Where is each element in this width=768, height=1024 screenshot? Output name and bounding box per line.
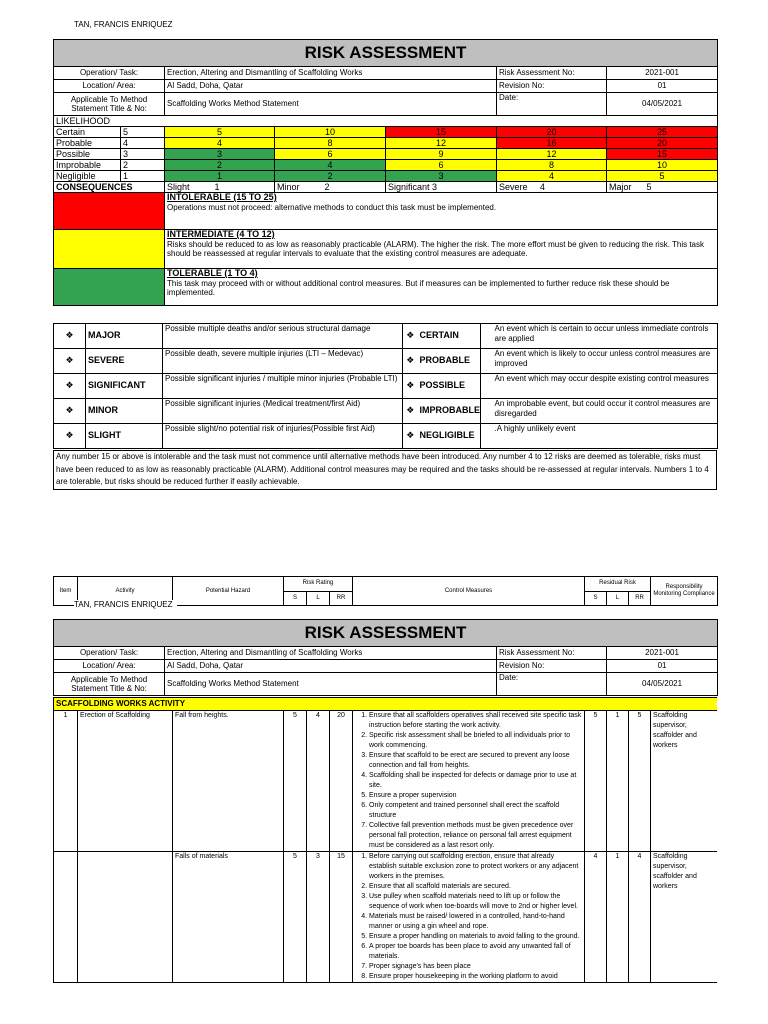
responsibility: Scaffolding supervisor, scaffolder and workers xyxy=(651,711,718,852)
method-label: Applicable To Method Statement Title & No: xyxy=(54,673,165,696)
location-value: Al Sadd, Doha, Qatar xyxy=(165,660,497,673)
consequences-label: CONSEQUENCES xyxy=(54,182,165,193)
matrix-cell: 20 xyxy=(607,138,718,149)
page-title: RISK ASSESSMENT xyxy=(54,40,718,67)
legend-text: TOLERABLE (1 TO 4) This task may proceed with or without additional control measures. But if measures can be implemented to further reduce risk these should be implemented. xyxy=(165,269,718,306)
control-measure: 6. Only competent and trained personnel shall erect the scaffold structure xyxy=(369,801,582,821)
spacer xyxy=(481,374,493,399)
matrix-row xyxy=(54,149,718,160)
residual-severity: 5 xyxy=(585,711,607,852)
severity: 5 xyxy=(284,711,307,852)
matrix-cell: 15 xyxy=(386,127,497,138)
matrix-cell: 8 xyxy=(497,160,607,171)
fragment-s: S xyxy=(585,591,607,606)
risk-matrix xyxy=(54,127,718,182)
matrix-cell: 2 xyxy=(275,171,386,182)
likelihood-name: Negligible xyxy=(54,171,121,182)
method-label: Applicable To Method Statement Title & No: xyxy=(54,93,165,116)
responsibility: Scaffolding supervisor, scaffolder and workers xyxy=(651,852,718,983)
consequence-cell: Major 5 xyxy=(607,182,718,193)
likelihood-num: 5 xyxy=(121,127,165,138)
control-measure: 3. Use pulley when scaffold materials need to lift up or follow the sequence of work when toe-boards will move to 2nd or higher level. xyxy=(369,892,582,912)
consequence-cell: Significant 3 xyxy=(386,182,497,193)
definition-row xyxy=(54,424,718,449)
item-number: 1 xyxy=(54,711,78,852)
control-measures xyxy=(353,711,585,852)
diamond-bullet-icon: ❖ xyxy=(54,399,86,424)
control-measure: 8. Ensure proper housekeeping in the working platform to avoid xyxy=(369,972,582,982)
severity: 5 xyxy=(284,852,307,983)
likelihood-term: PROBABLE xyxy=(418,349,481,374)
spacer xyxy=(481,349,493,374)
fragment-hazard: Potential Hazard xyxy=(173,577,284,606)
revision-value: 01 xyxy=(607,80,718,93)
likelihood-definition: An improbable event, but could occur it control measures are disregarded xyxy=(493,399,718,424)
location-label: Location/ Area: xyxy=(54,80,165,93)
diamond-bullet-icon: ❖ xyxy=(403,424,418,449)
legend-swatch-red xyxy=(54,193,165,230)
control-measure: 5. Ensure a proper supervision xyxy=(369,791,582,801)
page-title: RISK ASSESSMENT xyxy=(54,620,718,647)
likelihood-definition: An event which may occur despite existing control measures xyxy=(493,374,718,399)
likelihood-num: 4 xyxy=(121,138,165,149)
control-measure: 7. Collective fall prevention methods must be given precedence over personal fall protection, reliance on personal fall arrest equipment must be considered as a last resort only. xyxy=(369,821,582,851)
method-value: Scaffolding Works Method Statement xyxy=(165,93,497,116)
operation-label: Operation/ Task: xyxy=(54,647,165,660)
author-name: TAN, FRANCIS ENRIQUEZ xyxy=(74,600,177,609)
control-measure: 4. Scaffolding shall be inspected for defects or damage prior to use at site. xyxy=(369,771,582,791)
control-measure: 1. Ensure that all scaffolders operatives shall received site specific task instruction before starting the work activity. xyxy=(369,711,582,731)
consequence-cell: Minor 2 xyxy=(275,182,386,193)
ra-no-value: 2021-001 xyxy=(607,647,718,660)
likelihood-num: 3 xyxy=(121,149,165,160)
residual-likelihood: 1 xyxy=(607,852,629,983)
ra-no-label: Risk Assessment No: xyxy=(497,67,607,80)
matrix-cell: 9 xyxy=(386,149,497,160)
diamond-bullet-icon: ❖ xyxy=(403,349,418,374)
residual-likelihood: 1 xyxy=(607,711,629,852)
date-value: 04/05/2021 xyxy=(607,673,718,696)
control-measures xyxy=(353,852,585,983)
date-label: Date: xyxy=(497,673,607,696)
location-value: Al Sadd, Doha, Qatar xyxy=(165,80,497,93)
operation-label: Operation/ Task: xyxy=(54,67,165,80)
severity-definition: Possible slight/no potential risk of injuries(Possible first Aid) xyxy=(163,424,403,449)
likelihood: 4 xyxy=(307,711,330,852)
control-measure: 4. Materials must be raised/ lowered in a controlled, hand-to-hand manner or using a gin wheel and rope. xyxy=(369,912,582,932)
residual-rating: 4 xyxy=(629,852,651,983)
likelihood: 3 xyxy=(307,852,330,983)
legend-swatch-yellow xyxy=(54,230,165,269)
fragment-risk-rating: Risk Rating xyxy=(284,577,353,592)
diamond-bullet-icon: ❖ xyxy=(403,374,418,399)
legend-intolerable xyxy=(54,193,718,230)
control-measure: 1. Before carrying out scaffolding erection, ensure that already establish suitable exclusion zone to protect workers or any adjacent workers in the premises. xyxy=(369,852,582,882)
matrix-row xyxy=(54,160,718,171)
legend-intermediate xyxy=(54,230,718,269)
control-measure: 3. Ensure that scaffold to be erect are secured to prevent any loose connection and fall from heights. xyxy=(369,751,582,771)
activity-name xyxy=(78,852,173,983)
date-value: 04/05/2021 xyxy=(607,93,718,116)
severity-term: SLIGHT xyxy=(86,424,163,449)
activity-row xyxy=(54,852,718,983)
matrix-cell: 2 xyxy=(165,160,275,171)
revision-label: Revision No: xyxy=(497,80,607,93)
hazard: Falls of materials xyxy=(173,852,284,983)
severity-definition: Possible significant injuries / multiple minor injuries (Probable LTI) xyxy=(163,374,403,399)
matrix-cell: 3 xyxy=(386,171,497,182)
ra-no-label: Risk Assessment No: xyxy=(497,647,607,660)
revision-value: 01 xyxy=(607,660,718,673)
severity-definition: Possible death, severe multiple injuries (LTI – Medevac) xyxy=(163,349,403,374)
legend-text: INTERMEDIATE (4 TO 12) Risks should be reduced to as low as reasonably practicable (ALARM). The higher the risk. The more effort must be given to reducing the risk. This task should be reassessed at regular intervals to evaluate that the existing control measures are adequate. xyxy=(165,230,718,269)
operation-value: Erection, Altering and Dismantling of Scaffolding Works xyxy=(165,647,497,660)
matrix-cell: 10 xyxy=(275,127,386,138)
diamond-bullet-icon: ❖ xyxy=(54,374,86,399)
severity-term: MAJOR xyxy=(86,324,163,349)
diamond-bullet-icon: ❖ xyxy=(54,324,86,349)
date-label: Date: xyxy=(497,93,607,116)
hazard: Fall from heights. xyxy=(173,711,284,852)
fragment-rr: RR xyxy=(330,591,353,606)
matrix-cell: 5 xyxy=(165,127,275,138)
control-measure: 6. A proper toe boards has been place to avoid any unwanted fall of materials. xyxy=(369,942,582,962)
fragment-item: Item xyxy=(54,577,78,606)
risk-note: Any number 15 or above is intolerable and the task must not commence until alternative methods have been introduced. Any number 4 to 12 risks are deemed as tolerable, risks must have been reduced to as low as reasonably practicable (ALARM). Additional control measures may be required and the tasks should be re-assessed at regular intervals. Numbers 1 to 4 are tolerable, but risks should be reduced further if easily achievable. xyxy=(54,451,717,490)
control-measure: 7. Proper signage's has been place xyxy=(369,962,582,972)
risk-rating: 15 xyxy=(330,852,353,983)
location-label: Location/ Area: xyxy=(54,660,165,673)
risk-assessment-table-2 xyxy=(53,619,718,696)
matrix-cell: 1 xyxy=(165,171,275,182)
fragment-l: L xyxy=(307,591,330,606)
matrix-cell: 10 xyxy=(607,160,718,171)
likelihood-term: NEGLIGIBLE xyxy=(418,424,481,449)
matrix-cell: 4 xyxy=(497,171,607,182)
likelihood-term: IMPROBABLE xyxy=(418,399,481,424)
matrix-cell: 3 xyxy=(165,149,275,160)
matrix-cell: 20 xyxy=(497,127,607,138)
matrix-cell: 12 xyxy=(386,138,497,149)
consequence-cell: Severe 4 xyxy=(497,182,607,193)
definition-row xyxy=(54,349,718,374)
matrix-cell: 12 xyxy=(497,149,607,160)
consequence-cell: Slight 1 xyxy=(165,182,275,193)
diamond-bullet-icon: ❖ xyxy=(403,324,418,349)
matrix-row xyxy=(54,138,718,149)
legend-swatch-green xyxy=(54,269,165,306)
likelihood-num: 1 xyxy=(121,171,165,182)
fragment-residual: Residual Risk xyxy=(585,577,651,592)
method-value: Scaffolding Works Method Statement xyxy=(165,673,497,696)
activity-clip xyxy=(53,697,717,1024)
residual-rating: 5 xyxy=(629,711,651,852)
likelihood-definition: An event which is likely to occur unless control measures are improved xyxy=(493,349,718,374)
matrix-cell: 6 xyxy=(275,149,386,160)
matrix-cell: 16 xyxy=(497,138,607,149)
severity-term: SIGNIFICANT xyxy=(86,374,163,399)
diamond-bullet-icon: ❖ xyxy=(54,424,86,449)
spacer xyxy=(481,324,493,349)
risk-rating: 20 xyxy=(330,711,353,852)
likelihood-num: 2 xyxy=(121,160,165,171)
matrix-cell: 5 xyxy=(607,171,718,182)
matrix-row xyxy=(54,127,718,138)
fragment-control: Control Measures xyxy=(353,577,585,606)
activity-name: Erection of Scaffolding xyxy=(78,711,173,852)
consequences-row xyxy=(54,182,718,193)
legend-tolerable xyxy=(54,269,718,306)
matrix-cell: 8 xyxy=(275,138,386,149)
matrix-cell: 4 xyxy=(275,160,386,171)
matrix-cell: 15 xyxy=(607,149,718,160)
likelihood-name: Possible xyxy=(54,149,121,160)
definition-row xyxy=(54,324,718,349)
fragment-rr: RR xyxy=(629,591,651,606)
diamond-bullet-icon: ❖ xyxy=(403,399,418,424)
likelihood-name: Improbable xyxy=(54,160,121,171)
likelihood-term: CERTAIN xyxy=(418,324,481,349)
diamond-bullet-icon: ❖ xyxy=(54,349,86,374)
severity-term: SEVERE xyxy=(86,349,163,374)
likelihood-name: Certain xyxy=(54,127,121,138)
likelihood-name: Probable xyxy=(54,138,121,149)
likelihood-definition: An event which is certain to occur unless immediate controls are applied xyxy=(493,324,718,349)
control-measure: 5. Ensure a proper handling on materials to avoid falling to the ground. xyxy=(369,932,582,942)
operation-value: Erection, Altering and Dismantling of Scaffolding Works xyxy=(165,67,497,80)
control-measure: 2. Ensure that all scaffold materials are secured. xyxy=(369,882,582,892)
author-name: TAN, FRANCIS ENRIQUEZ xyxy=(74,20,173,29)
control-measure: 2. Specific risk assessment shall be briefed to all individuals prior to work commencing. xyxy=(369,731,582,751)
definitions-table xyxy=(53,323,718,449)
likelihood-label: LIKELIHOOD xyxy=(54,116,718,127)
note-table xyxy=(53,450,717,490)
item-number xyxy=(54,852,78,983)
residual-severity: 4 xyxy=(585,852,607,983)
severity-definition: Possible multiple deaths and/or serious structural damage xyxy=(163,324,403,349)
risk-assessment-table xyxy=(53,39,718,306)
spacer xyxy=(481,399,493,424)
activity-row xyxy=(54,711,718,852)
section-title: SCAFFOLDING WORKS ACTIVITY xyxy=(54,698,718,711)
likelihood-term: POSSIBLE xyxy=(418,374,481,399)
fragment-s: S xyxy=(284,591,307,606)
definition-row xyxy=(54,399,718,424)
legend-text: INTOLERABLE (15 TO 25) Operations must not proceed: alternative methods to conduct this task must be implemented. xyxy=(165,193,718,230)
spacer xyxy=(481,424,493,449)
matrix-row xyxy=(54,171,718,182)
likelihood-definition: .A highly unlikely event xyxy=(493,424,718,449)
activity-table xyxy=(53,697,717,983)
ra-no-value: 2021-001 xyxy=(607,67,718,80)
severity-term: MINOR xyxy=(86,399,163,424)
fragment-l: L xyxy=(607,591,629,606)
severity-definition: Possible significant injuries (Medical treatment/first Aid) xyxy=(163,399,403,424)
fragment-responsibility: Responsibility Monitoring Compliance xyxy=(651,577,718,606)
matrix-cell: 4 xyxy=(165,138,275,149)
fragment-activity: Activity xyxy=(78,577,173,606)
matrix-cell: 6 xyxy=(386,160,497,171)
revision-label: Revision No: xyxy=(497,660,607,673)
definition-row xyxy=(54,374,718,399)
matrix-cell: 25 xyxy=(607,127,718,138)
